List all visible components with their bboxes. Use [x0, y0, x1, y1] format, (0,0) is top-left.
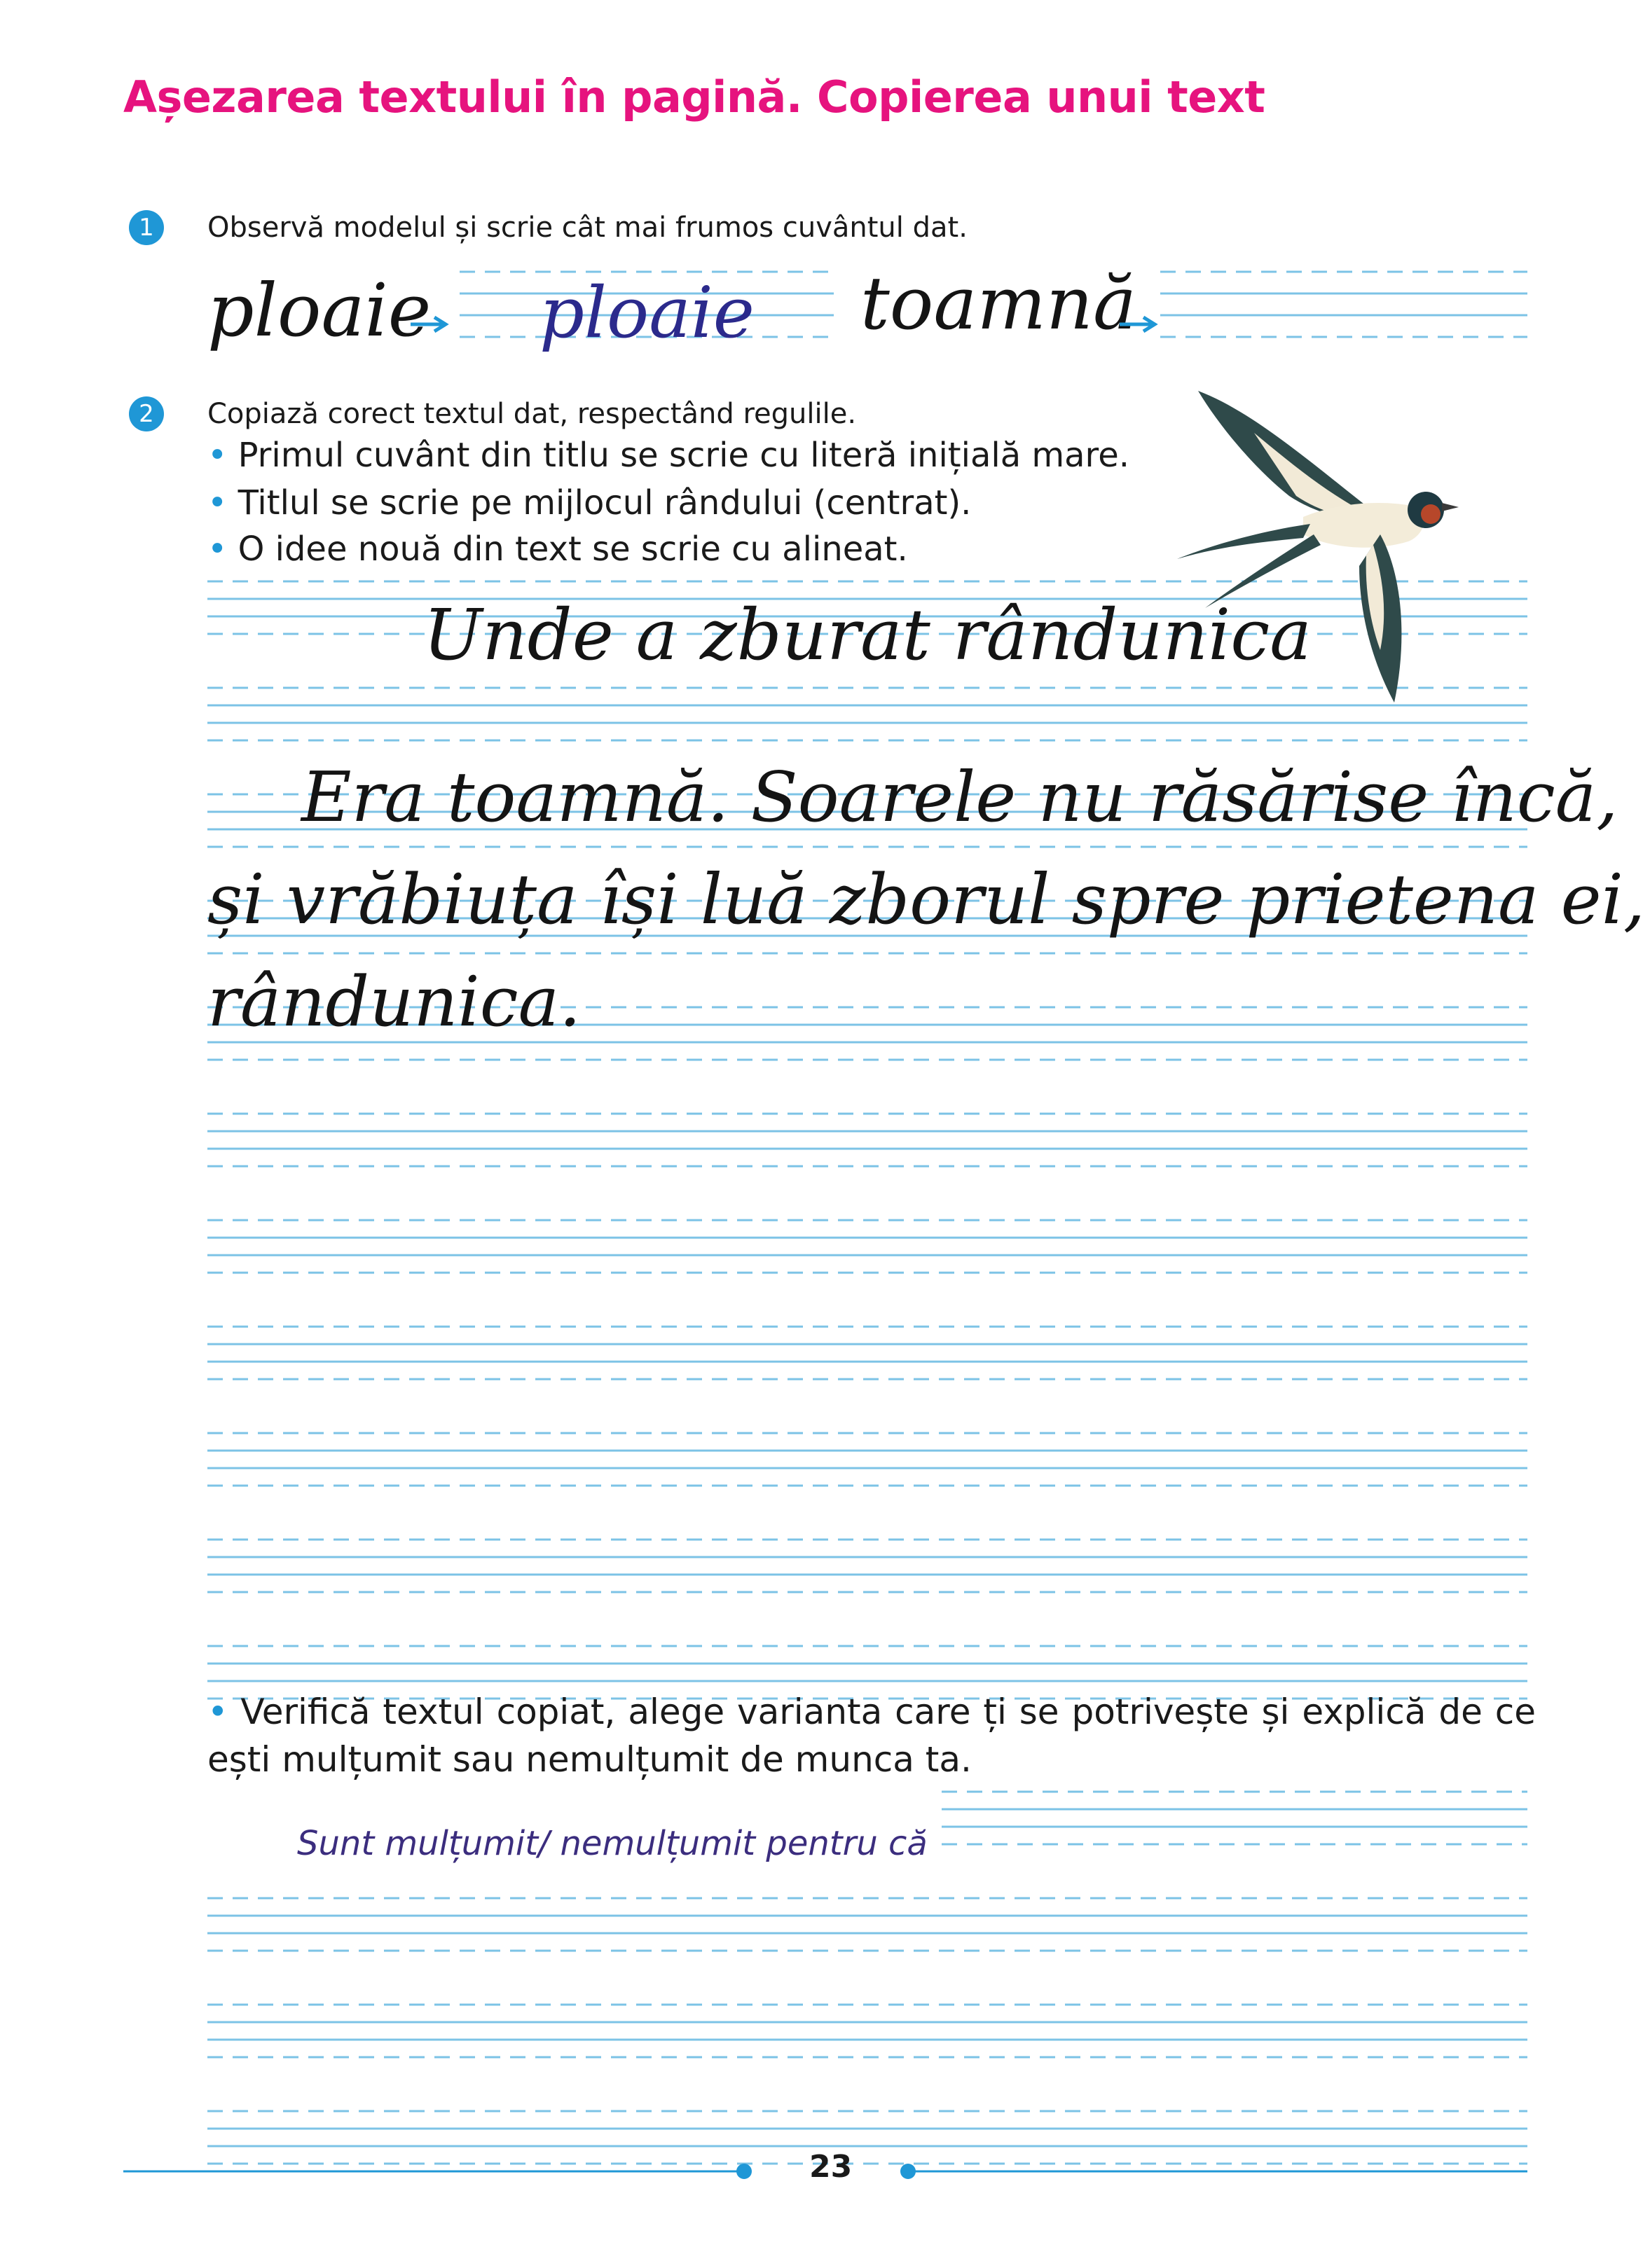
arrow-right-icon — [1118, 314, 1160, 335]
model-word: ploaie — [207, 268, 432, 353]
model-copy-word: ploaie — [539, 272, 755, 354]
exercise-1-instruction: Observă modelul și scrie cât mai frumos cuvântul dat. — [207, 212, 968, 244]
page-title: Așezarea textului în pagină. Copierea unui text — [123, 71, 1265, 123]
exercise-2-number: 2 — [129, 396, 164, 431]
bullet-dot-icon: • — [207, 1692, 228, 1732]
rule-item: • Primul cuvânt din titlu se scrie cu literă inițială mare. — [207, 436, 1129, 475]
text-line: Era toamnă. Soarele nu răsărise încă, — [301, 758, 1618, 838]
satisfaction-prompt: Sunt mulțumit/ nemulțumit pentru că — [297, 1824, 928, 1863]
check-instruction: • Verifică textul copiat, alege varianta care ți se potrivește și explică de ce ești mulțumit sau nemulțumit de munca ta. — [207, 1692, 1536, 1780]
exercise-2-instruction: Copiază corect textul dat, respectând regulile. — [207, 398, 857, 430]
bullet-dot-icon: • — [207, 530, 228, 569]
page-number: 23 — [809, 2149, 853, 2185]
bullet-dot-icon: • — [207, 436, 228, 475]
exercise-1-number: 1 — [129, 210, 164, 245]
arrow-right-icon — [409, 314, 451, 335]
rule-item: • Titlul se scrie pe mijlocul rândului (centrat). — [207, 483, 972, 523]
bullet-dot-icon: • — [207, 483, 228, 523]
word-to-write: toamnă — [860, 261, 1137, 346]
rule-item: • O idee nouă din text se scrie cu alineat. — [207, 530, 908, 569]
text-title: Unde a zburat rândunica — [423, 594, 1312, 676]
text-line: rândunica. — [207, 962, 582, 1042]
text-line: și vrăbiuța își luă zborul spre prietena ei, — [207, 860, 1646, 940]
